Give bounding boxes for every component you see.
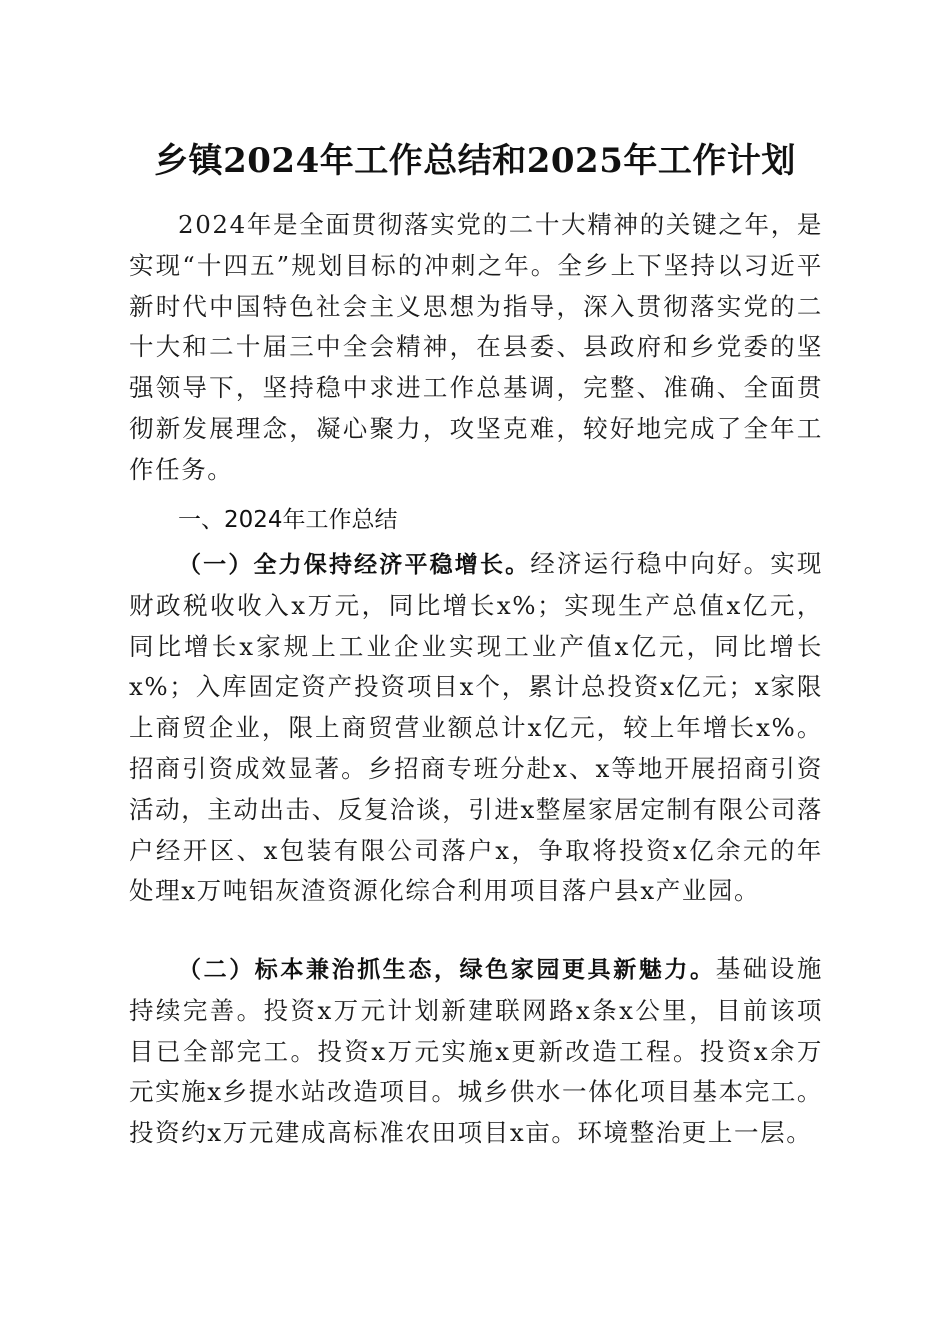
- document-title: 乡镇2024年工作总结和2025年工作计划: [154, 141, 796, 181]
- intro-paragraph: 2024年是全面贯彻落实党的二十大精神的关键之年，是实现“十四五”规划目标的冲刺之年。全乡上下坚持以习近平新时代中国特色社会主义思想为指导，深入贯彻落实党的二十大和二十届三中全会精神，在县委、县政府和乡党委的坚强领导下，坚持稳中求进工作总基调，完整、准确、全面贯彻新发展理念，凝心聚力，攻坚克难，较好地完成了全年工作任务。: [129, 210, 823, 484]
- item1-text: 经济运行稳中向好。实现财政税收收入x万元，同比增长x%；实现生产总值x亿元，同比增长x家规上工业企业实现工业产值x亿元，同比增长x%；入库固定资产投资项目x个，累计总投资x亿元；x家限上商贸企业，限上商贸营业额总计x亿元，较上年增长x%。招商引资成效显著。乡招商专班分赴x、x等地开展招商引资活动，主动出击、反复洽谈，引进x整屋家居定制有限公司落户经开区、x包装有限公司落户x，争取将投资x亿余元的年处理x万吨铝灰渣资源化综合利用项目落户县x产业园。: [129, 549, 824, 906]
- item1-paragraph: [129, 544, 823, 912]
- item2-lead: （二）标本兼治抓生态，绿色家园更具新魅力。: [178, 957, 716, 983]
- item1-paragraph-block: [129, 544, 823, 912]
- item2-text: 基础设施持续完善。投资x万元计划新建联网路x条x公里，目前该项目已全部完工。投资x万元实施x更新改造工程。投资x余万元实施x乡提水站改造项目。城乡供水一体化项目基本完工。投资约x万元建成高标准农田项目x亩。环境整治更上一层。: [129, 954, 824, 1148]
- item1-lead: （一）全力保持经济平稳增长。: [178, 552, 531, 578]
- item2-paragraph-block: [129, 949, 823, 1154]
- item2-paragraph: [129, 949, 823, 1154]
- section-heading-summary: 一、2024年工作总结: [178, 507, 398, 533]
- intro-paragraph-block: [129, 205, 823, 491]
